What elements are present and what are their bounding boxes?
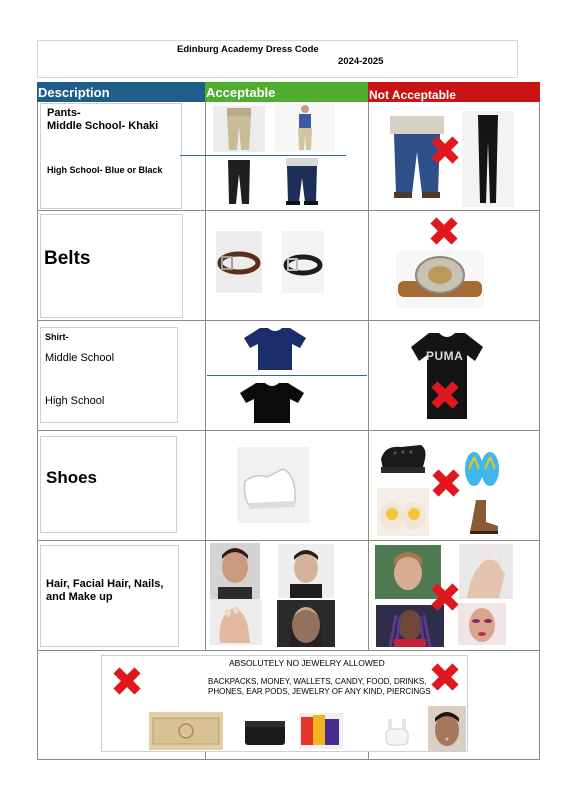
- school-year: 2024-2025: [338, 56, 384, 67]
- earbuds-image: [380, 715, 414, 749]
- black-tshirt-image: [238, 381, 306, 425]
- shoes-title: Shoes: [46, 468, 98, 487]
- row-divider-2: [37, 320, 540, 321]
- natural-face-photo: [277, 600, 335, 647]
- pants-middle-school: Middle School- Khaki: [47, 120, 159, 132]
- cowboy-boots-image: [462, 498, 502, 536]
- jewelry-heading: ABSOLUTELY NO JEWELRY ALLOWED: [229, 658, 385, 668]
- leggings-image: [462, 111, 514, 207]
- short-hair-man-photo: [210, 543, 260, 599]
- not-acceptable-x-icon: [429, 466, 463, 500]
- smiley-slippers-image: [377, 488, 429, 536]
- not-acceptable-x-icon: [428, 660, 462, 694]
- clean-cut-man-photo: [278, 544, 334, 598]
- table-border-bottom: [37, 759, 540, 760]
- hair-title-line2: and Make up: [46, 591, 113, 603]
- hair-title-line1: Hair, Facial Hair, Nails,: [46, 578, 164, 590]
- money-image: [149, 712, 223, 750]
- header-not-acceptable: Not Acceptable: [368, 82, 540, 102]
- not-acceptable-x-icon: [428, 580, 462, 614]
- not-acceptable-x-icon: [427, 214, 461, 248]
- candy-image: [299, 713, 343, 749]
- document-title: Edinburg Academy Dress Code: [177, 44, 319, 55]
- white-sneaker-image: [237, 447, 309, 523]
- column-divider-2: [368, 102, 369, 650]
- row-divider-3: [37, 430, 540, 431]
- not-acceptable-x-icon: [110, 664, 144, 698]
- black-pants-image: [214, 158, 264, 206]
- black-belt-image: [282, 231, 324, 293]
- khaki-pants-side-image: [275, 104, 335, 152]
- western-buckle-belt-image: [396, 251, 484, 308]
- pants-split-line: [180, 155, 346, 156]
- header-description: Description: [37, 82, 205, 102]
- header-acceptable: Acceptable: [205, 82, 368, 102]
- crocs-image: [377, 433, 429, 479]
- wallet-image: [239, 713, 291, 750]
- row-divider-5: [37, 650, 540, 651]
- belts-title: Belts: [44, 248, 91, 269]
- shirts-high-school: High School: [45, 395, 105, 407]
- prohibited-items-line1: BACKPACKS, MONEY, WALLETS, CANDY, FOOD, DRINKS,: [208, 677, 427, 686]
- pants-high-school: High School- Blue or Black: [47, 165, 163, 175]
- not-acceptable-x-icon: [428, 133, 462, 167]
- brown-belt-image: [216, 231, 262, 293]
- table-border-left: [37, 102, 38, 760]
- flip-flops-image: [461, 449, 503, 487]
- piercing-photo: [428, 706, 466, 751]
- pants-title: Pants-: [47, 107, 81, 119]
- row-divider-4: [37, 540, 540, 541]
- prohibited-items-line2: PHONES, EAR PODS, JEWELRY OF ANY KIND, PIERCINGS: [208, 687, 431, 696]
- shirts-split-line: [207, 375, 367, 376]
- tshirt-brand-logo: PUMA: [426, 349, 464, 363]
- blue-pants-image: [276, 158, 328, 206]
- short-nails-photo: [210, 599, 262, 645]
- navy-tshirt-image: [242, 326, 308, 372]
- column-divider-1: [205, 102, 206, 650]
- shirts-title: Shirt-: [45, 332, 69, 342]
- shirts-middle-school: Middle School: [45, 352, 115, 364]
- row-divider-1: [37, 210, 540, 211]
- table-border-right: [539, 102, 540, 760]
- not-acceptable-x-icon: [428, 378, 462, 412]
- long-nails-photo: [459, 544, 513, 599]
- khaki-pants-image: [213, 106, 265, 152]
- heavy-makeup-photo: [458, 603, 506, 645]
